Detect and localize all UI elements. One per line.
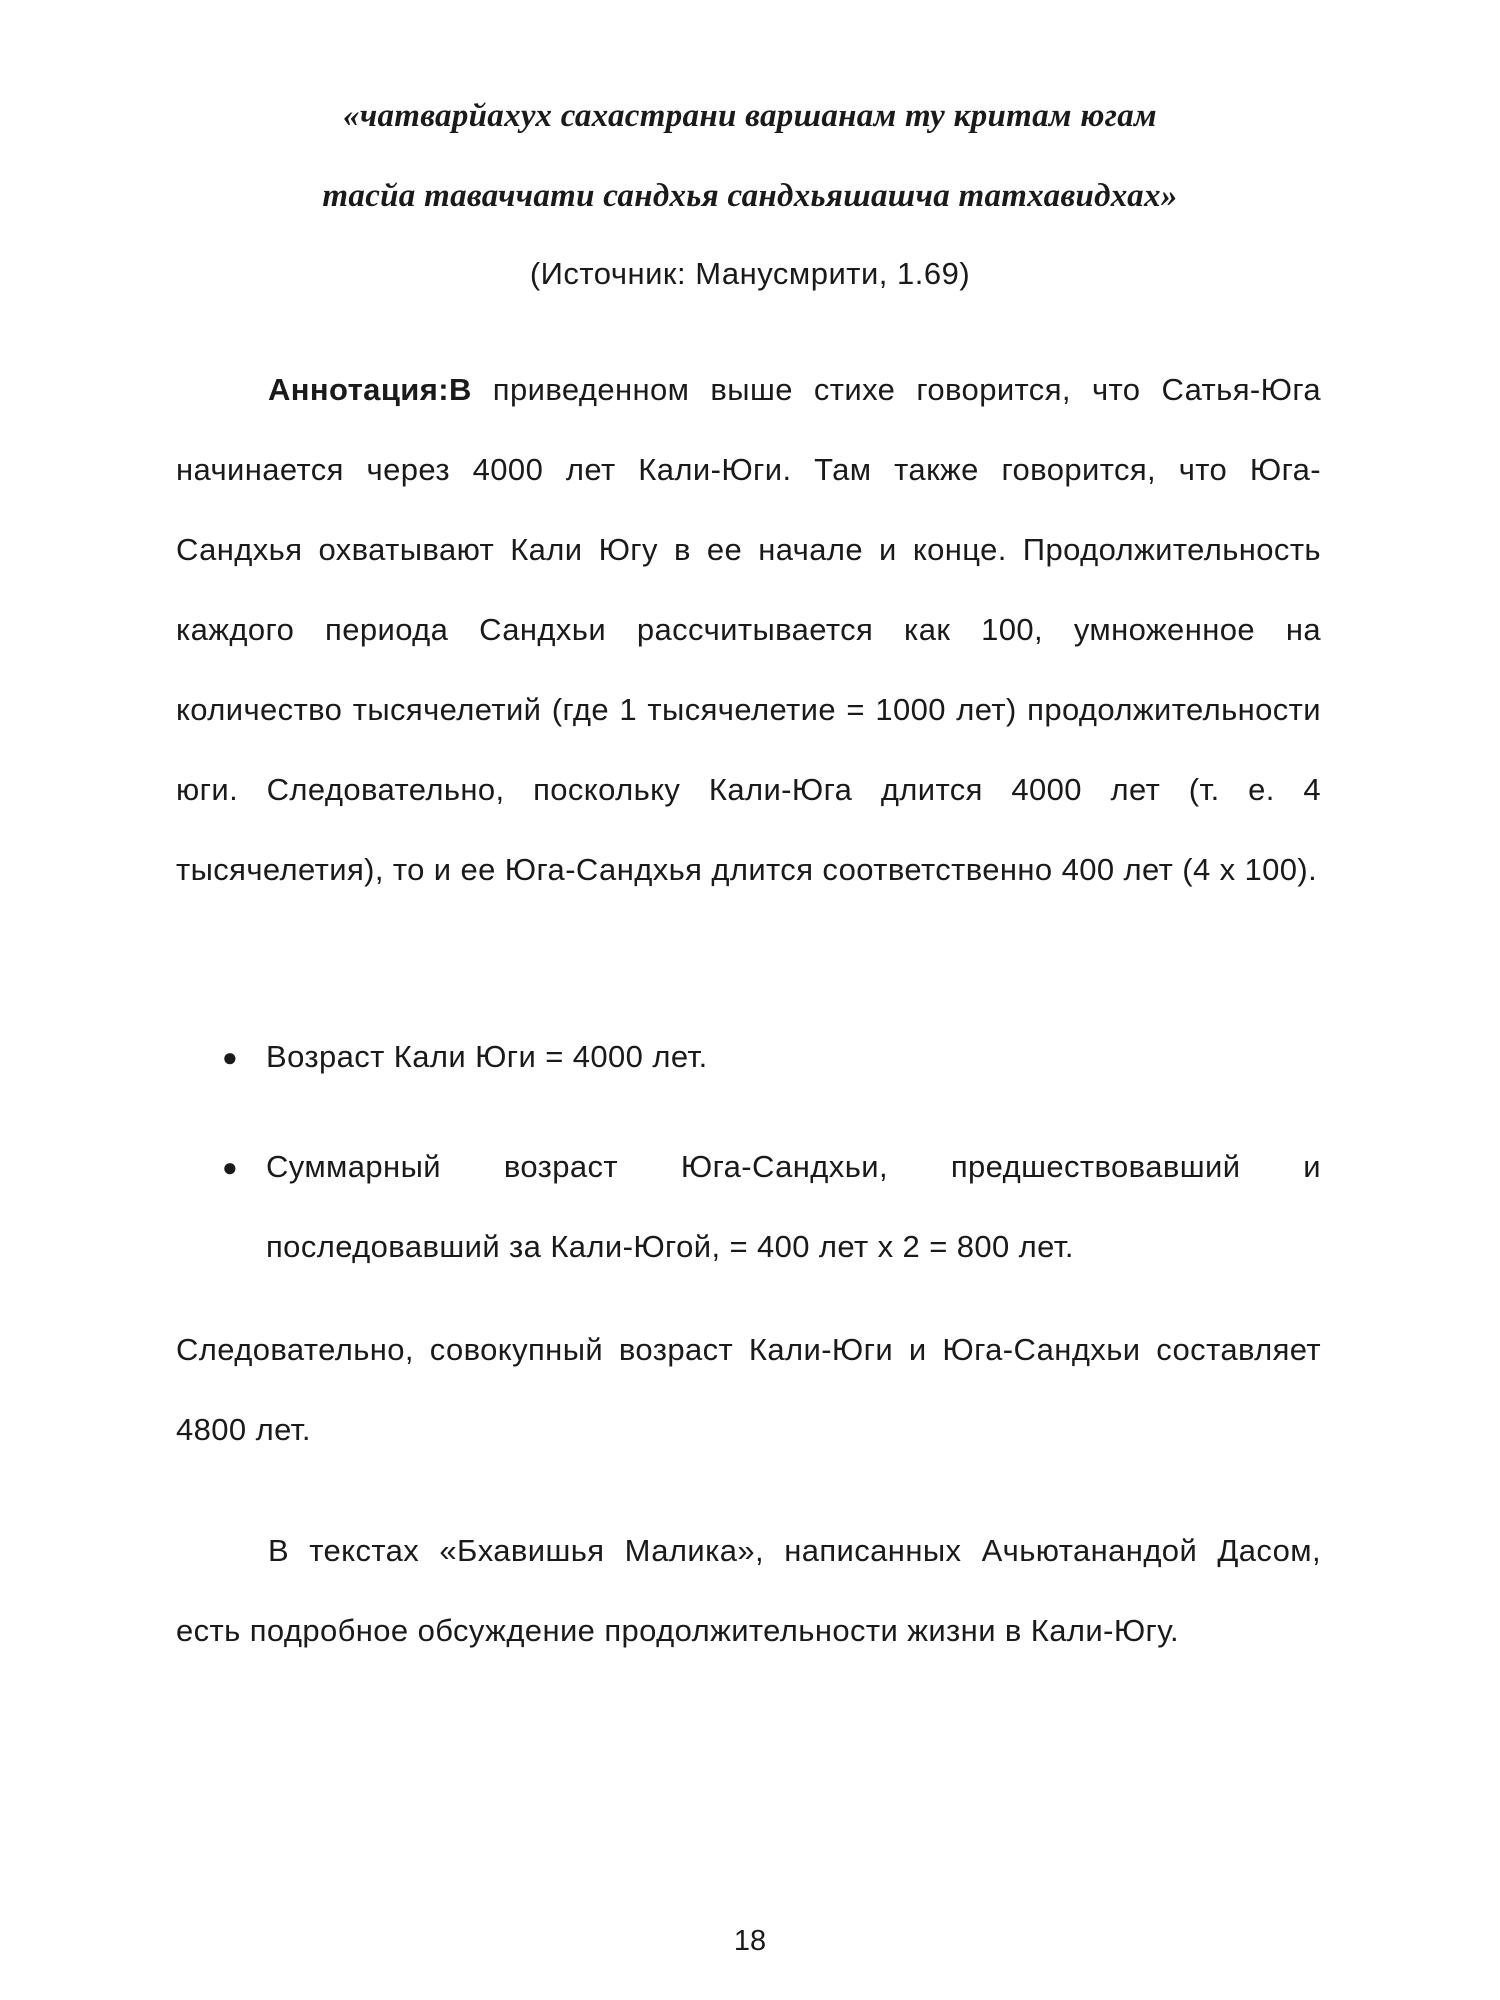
verse-source: (Источник: Манусмрити, 1.69) bbox=[529, 256, 971, 291]
closing-paragraph: В текстах «Бхавишья Малика», написанных Ачьютанандой Дасом, есть подробное обсуждение продолжительности жизни в Кали-Югу. bbox=[176, 1533, 1321, 1648]
annotation-paragraph bbox=[176, 350, 1321, 910]
list-item bbox=[176, 1127, 1321, 1287]
verse-line-1: «чатварйахух сахастрани варшанам ту критам югам bbox=[343, 98, 1157, 134]
annotation-label-tail: В bbox=[448, 372, 472, 407]
bullet-list bbox=[176, 1017, 1321, 1287]
list-item bbox=[176, 1017, 1321, 1097]
page-number: 18 bbox=[733, 1925, 767, 1957]
verse-line-2: тасйа таваччати сандхья сандхьяшашча татхавидхах» bbox=[322, 178, 1178, 214]
bullet-text-sandhya-age: Суммарный возраст Юга-Сандхьи, предшествовавший и последовавший за Кали-Югой, = 400 лет x 2 = 800 лет. bbox=[266, 1149, 1321, 1264]
annotation-label: Аннотация: bbox=[268, 372, 449, 407]
bullet-icon: ● bbox=[222, 1042, 239, 1072]
conclusion-paragraph: Следовательно, совокупный возраст Кали-Юги и Юга-Сандхьи составляет 4800 лет. bbox=[176, 1332, 1321, 1447]
bullet-icon: ● bbox=[222, 1152, 239, 1182]
annotation-text: приведенном выше стихе говорится, что Сатья-Юга начинается через 4000 лет Кали-Юги. Там также говорится, что Юга-Сандхья охватывают Кали Югу в ее начале и конце. Продолжительность каждого периода Сандхьи рассчитывается как 100, умноженное на количество тысячелетий (где 1 тысячелетие = 1000 лет) продолжительности юги. Следовательно, поскольку Кали-Юга длится 4000 лет (т. е. 4 тысячелетия), то и ее Юга-Сандхья длится соответственно 400 лет (4 x 100). bbox=[176, 372, 1321, 887]
bullet-text-kali-age: Возраст Кали Юги = 4000 лет. bbox=[266, 1039, 708, 1074]
